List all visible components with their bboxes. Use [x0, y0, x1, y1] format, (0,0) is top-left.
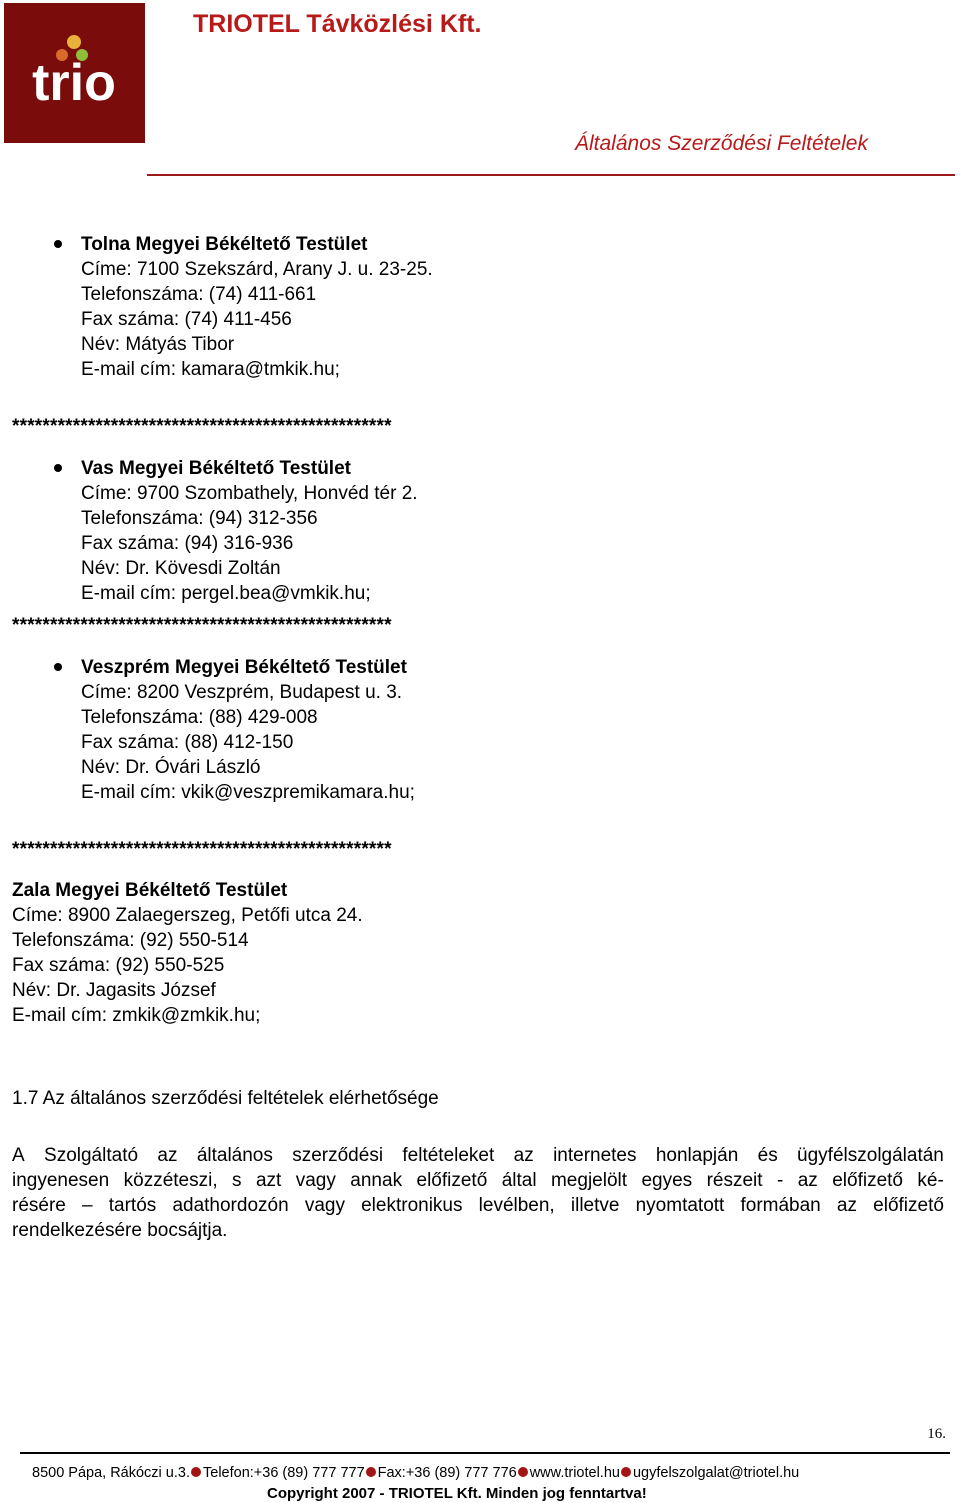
document-title: Általános Szerződési Feltételek	[575, 132, 868, 155]
body-phone: Telefonszáma: (74) 411-661	[81, 284, 317, 305]
footer-contacts	[32, 1465, 799, 1481]
list-bullet	[54, 663, 62, 671]
paragraph-word: által	[501, 1170, 537, 1191]
logo-text: trio	[32, 54, 116, 112]
footer-phone: Telefon:+36 (89) 777 777	[203, 1465, 365, 1481]
list-bullet	[54, 464, 62, 472]
conciliation-body-zala	[12, 878, 363, 1028]
paragraph-word: formában	[740, 1195, 821, 1216]
paragraph-word: előfizető	[416, 1170, 488, 1191]
footer-address: 8500 Pápa, Rákóczi u.3.	[32, 1465, 190, 1481]
footer-fax: Fax:+36 (89) 777 776	[377, 1465, 517, 1481]
conciliation-body-tolna	[81, 232, 433, 382]
footer-website-link[interactable]: www.triotel.hu	[529, 1465, 620, 1481]
separator-line: **************************************************	[12, 416, 392, 437]
paragraph-word: Szolgáltató	[44, 1145, 139, 1166]
body-title: Tolna Megyei Békéltető Testület	[81, 234, 368, 255]
body-address: Címe: 7100 Szekszárd, Arany J. u. 23-25.	[81, 259, 433, 280]
paragraph-word: annak	[350, 1170, 403, 1191]
paragraph-word: az	[836, 1195, 857, 1216]
body-address: Címe: 8900 Zalaegerszeg, Petőfi utca 24.	[12, 905, 363, 926]
paragraph-word: A	[12, 1145, 25, 1166]
bullet-dot-icon	[366, 1467, 376, 1477]
paragraph-line: rendelkezésére bocsájtja.	[12, 1220, 228, 1241]
body-fax: Fax száma: (94) 316-936	[81, 533, 294, 554]
paragraph-word: megjelölt	[550, 1170, 628, 1191]
paragraph-line	[12, 1143, 944, 1168]
body-title: Veszprém Megyei Békéltető Testület	[81, 657, 407, 678]
body-title: Zala Megyei Békéltető Testület	[12, 880, 288, 901]
paragraph-line	[12, 1168, 944, 1193]
paragraph-word: általános	[196, 1145, 273, 1166]
body-address: Címe: 9700 Szombathely, Honvéd tér 2.	[81, 483, 418, 504]
body-phone: Telefonszáma: (94) 312-356	[81, 508, 318, 529]
body-email: E-mail cím: vkik@veszpremikamara.hu;	[81, 782, 415, 803]
trio-logo	[4, 3, 145, 143]
paragraph-word: levélben,	[478, 1195, 555, 1216]
body-contact-person: Név: Dr. Óvári László	[81, 757, 261, 778]
paragraph-word: közzéteszi,	[123, 1170, 218, 1191]
bullet-dot-icon	[191, 1467, 201, 1477]
page-number: 16.	[927, 1426, 946, 1442]
paragraph-word: vagy	[295, 1170, 336, 1191]
paragraph-word: az	[797, 1170, 818, 1191]
paragraph-word: részeit	[706, 1170, 763, 1191]
body-contact-person: Név: Mátyás Tibor	[81, 334, 235, 355]
bullet-dot-icon	[518, 1467, 528, 1477]
paragraph-word: tartós	[108, 1195, 157, 1216]
list-bullet	[54, 240, 62, 248]
paragraph-word: szerződési	[292, 1145, 384, 1166]
body-email: E-mail cím: zmkik@zmkik.hu;	[12, 1005, 261, 1026]
paragraph-word: s	[232, 1170, 242, 1191]
paragraph-word: azt	[255, 1170, 282, 1191]
body-fax: Fax száma: (92) 550-525	[12, 955, 225, 976]
paragraph-word: adathordozón	[172, 1195, 289, 1216]
paragraph-word: ingyenesen	[12, 1170, 110, 1191]
paragraph-word: illetve	[570, 1195, 620, 1216]
paragraph-word: vagy	[304, 1195, 345, 1216]
footer-divider	[20, 1452, 950, 1454]
conciliation-body-veszprem	[81, 655, 415, 805]
separator-line: **************************************************	[12, 615, 392, 636]
paragraph-word: –	[82, 1195, 93, 1216]
section-heading: 1.7 Az általános szerződési feltételek elérhetősége	[12, 1088, 439, 1109]
paragraph-word: -	[776, 1170, 784, 1191]
body-fax: Fax száma: (88) 412-150	[81, 732, 294, 753]
paragraph-word: elektronikus	[361, 1195, 463, 1216]
paragraph-word: és	[757, 1145, 778, 1166]
body-address: Címe: 8200 Veszprém, Budapest u. 3.	[81, 682, 403, 703]
paragraph-line	[12, 1193, 944, 1218]
paragraph-word: az	[513, 1145, 534, 1166]
footer-email-link[interactable]: ugyfelszolgalat@triotel.hu	[632, 1465, 800, 1481]
section-paragraph	[12, 1143, 944, 1243]
paragraph-word: előfizető	[873, 1195, 944, 1216]
conciliation-body-vas	[81, 456, 418, 606]
body-title: Vas Megyei Békéltető Testület	[81, 458, 351, 479]
paragraph-word: előfizető	[832, 1170, 903, 1191]
paragraph-word: ké-	[917, 1170, 944, 1191]
separator-line: **************************************************	[12, 839, 392, 860]
paragraph-word: internetes	[553, 1145, 637, 1166]
company-name: TRIOTEL Távközlési Kft.	[193, 10, 482, 38]
body-contact-person: Név: Dr. Jagasits József	[12, 980, 216, 1001]
bullet-dot-icon	[621, 1467, 631, 1477]
paragraph-word: egyes	[641, 1170, 693, 1191]
body-fax: Fax száma: (74) 411-456	[81, 309, 292, 330]
paragraph-word: nyomtatott	[635, 1195, 725, 1216]
paragraph-word: ügyfélszolgálatán	[797, 1145, 944, 1166]
body-email: E-mail cím: pergel.bea@vmkik.hu;	[81, 583, 371, 604]
body-email: E-mail cím: kamara@tmkik.hu;	[81, 359, 340, 380]
footer-copyright: Copyright 2007 - TRIOTEL Kft. Minden jog fenntartva!	[267, 1485, 647, 1502]
paragraph-word: feltételeket	[402, 1145, 495, 1166]
paragraph-word: résére	[12, 1195, 66, 1216]
paragraph-word: honlapján	[655, 1145, 739, 1166]
header-divider	[147, 174, 955, 176]
body-phone: Telefonszáma: (88) 429-008	[81, 707, 318, 728]
body-phone: Telefonszáma: (92) 550-514	[12, 930, 249, 951]
paragraph-word: az	[157, 1145, 178, 1166]
body-contact-person: Név: Dr. Kövesdi Zoltán	[81, 558, 281, 579]
